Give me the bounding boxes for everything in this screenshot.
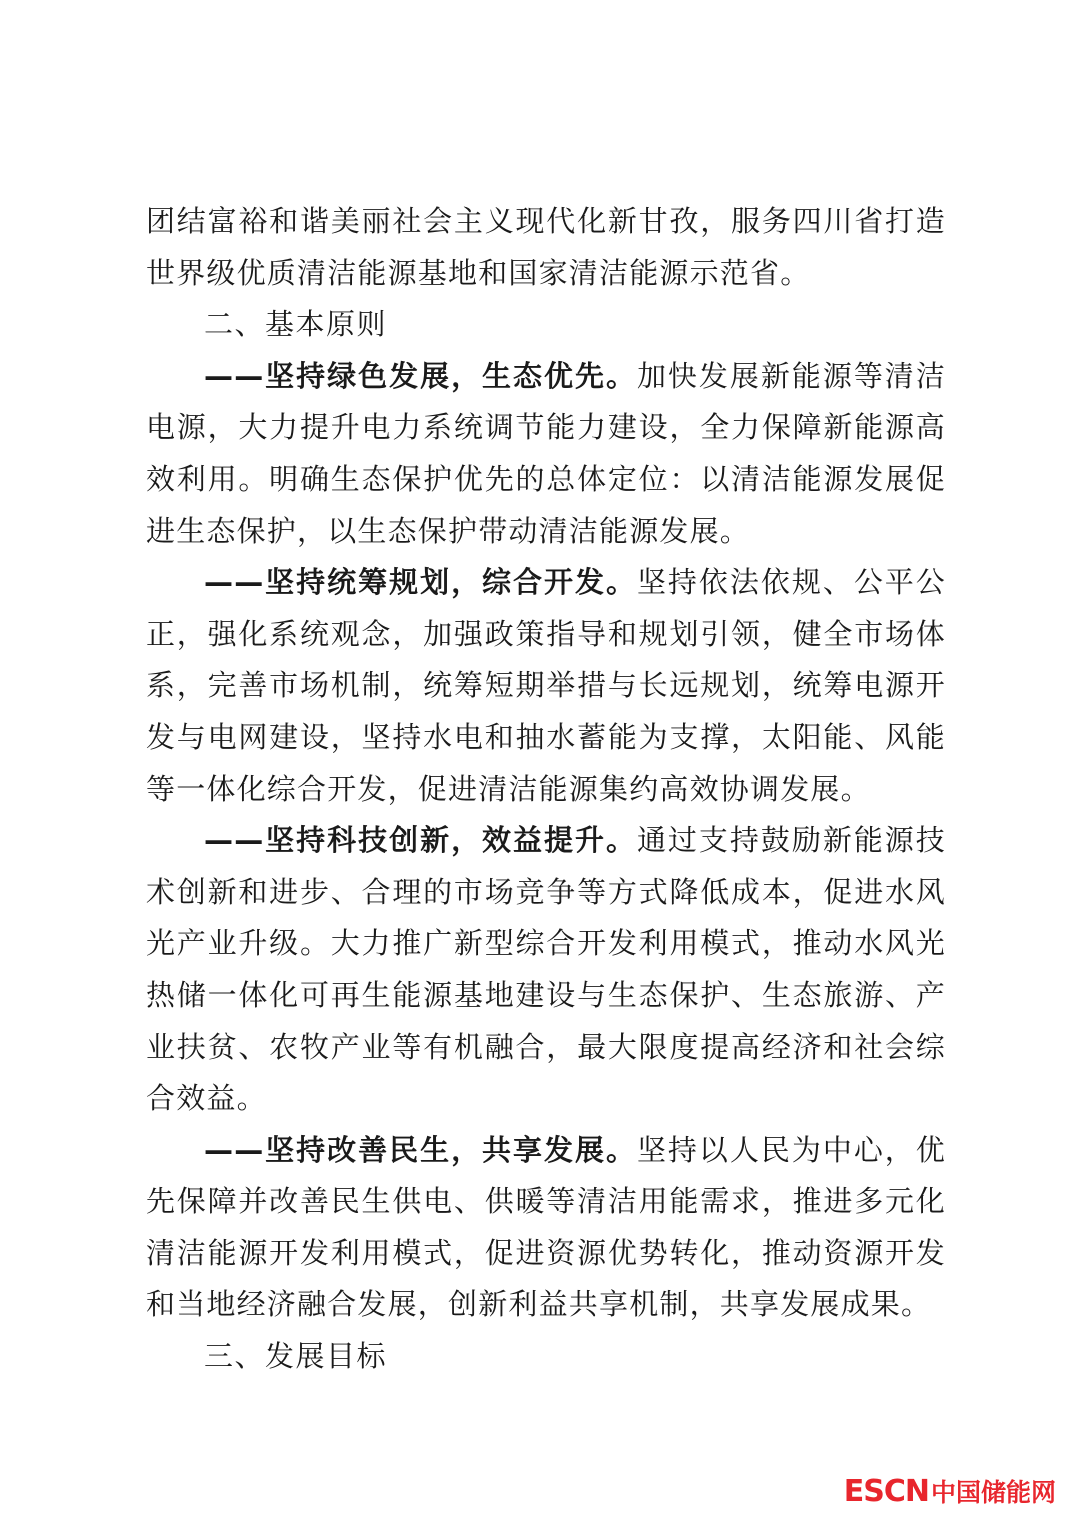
principle-lead: ——坚持统筹规划，综合开发。 xyxy=(204,565,637,600)
watermark-latin: ESCN xyxy=(843,1474,929,1509)
section-heading-principles: 二、基本原则 xyxy=(204,307,388,342)
section-heading-goals: 三、发展目标 xyxy=(204,1339,388,1374)
principle-paragraph xyxy=(146,815,946,1125)
document-body xyxy=(146,196,946,1383)
watermark-chinese: 中国储能网 xyxy=(930,1478,1056,1507)
principle-paragraph xyxy=(146,1125,946,1331)
principle-paragraph xyxy=(146,351,946,557)
paragraph-text: 团结富裕和谐美丽社会主义现代化新甘孜，服务四川省打造世界级优质清洁能源基地和国家清洁能源示范省。 xyxy=(146,204,946,290)
escn-watermark-logo xyxy=(844,1473,1056,1509)
principle-paragraph xyxy=(146,557,946,815)
principle-text: 通过支持鼓励新能源技术创新和进步、合理的市场竞争等方式降低成本，促进水风光产业升级。大力推广新型综合开发利用模式，推动水风光热储一体化可再生能源基地建设与生态保护、生态旅游、产业扶贫、农牧产业等有机融合，最大限度提高经济和社会综合效益。 xyxy=(146,823,946,1116)
principle-lead: ——坚持改善民生，共享发展。 xyxy=(204,1132,637,1167)
paragraph-continuation xyxy=(146,196,946,299)
principle-lead: ——坚持科技创新，效益提升。 xyxy=(204,823,637,858)
principle-text: 坚持依法依规、公平公正，强化系统观念，加强政策指导和规划引领，健全市场体系，完善市场机制，统筹短期举措与长远规划，统筹电源开发与电网建设，坚持水电和抽水蓄能为支撑，太阳能、风能等一体化综合开发，促进清洁能源集约高效协调发展。 xyxy=(146,565,946,806)
principle-text: 坚持以人民为中心，优先保障并改善民生供电、供暖等清洁用能需求，推进多元化清洁能源开发利用模式，促进资源优势转化，推动资源开发和当地经济融合发展，创新利益共享机制，共享发展成果。 xyxy=(146,1132,946,1322)
principle-lead: ——坚持绿色发展，生态优先。 xyxy=(204,358,637,393)
principle-text: 加快发展新能源等清洁电源，大力提升电力系统调节能力建设，全力保障新能源高效利用。明确生态保护优先的总体定位：以清洁能源发展促进生态保护，以生态保护带动清洁能源发展。 xyxy=(146,358,946,548)
